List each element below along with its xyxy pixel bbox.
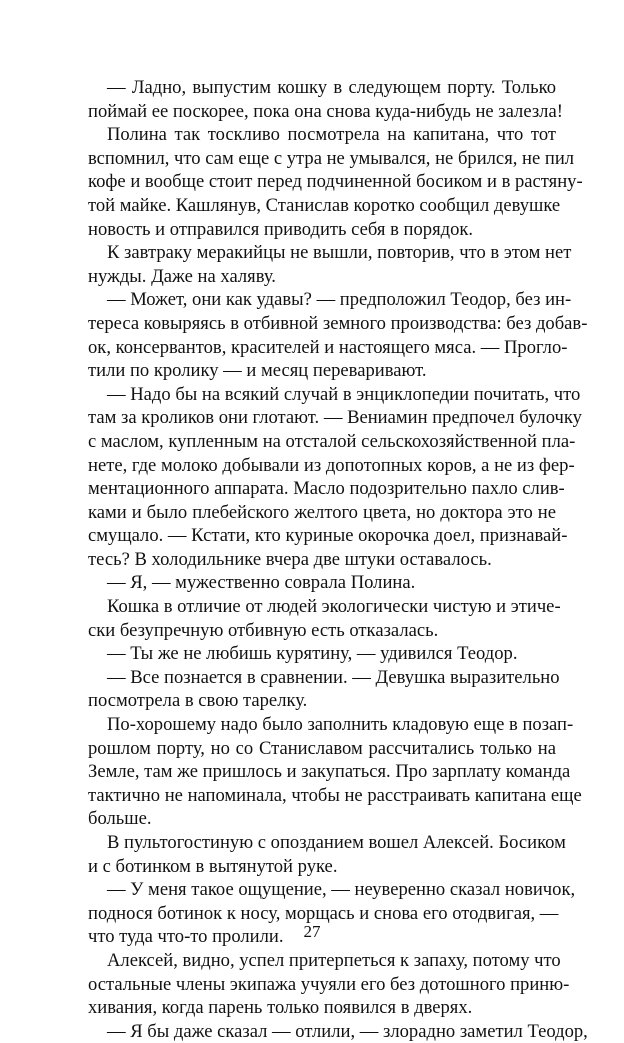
text-line: посмотрела в свою тарелку. xyxy=(88,690,308,712)
text-line: — Все познается в сравнении. — Девушка выразительно xyxy=(107,666,560,688)
text-line: Алексей, видно, успел притерпеться к запаху, потому что xyxy=(107,949,561,971)
text-line: там за кроликов они глотают. — Вениамин предпочел булочку xyxy=(88,407,582,429)
text-line: вспомнил, что сам еще с утра не умывался, не брился, не пил xyxy=(88,147,575,169)
text-line: ски безупречную отбивную есть отказалась. xyxy=(88,619,439,641)
text-line: — Может, они как удавы? — предположил Теодор, без ин- xyxy=(107,289,572,311)
text-line: — У меня такое ощущение, — неуверенно сказал новичок, xyxy=(107,879,576,901)
text-line: что туда что-то пролили. xyxy=(88,926,284,948)
body-text xyxy=(88,76,588,1043)
text-line: хивания, когда парень только появился в дверях. xyxy=(88,997,473,1019)
text-line: — Я бы даже сказал — отлили, — злорадно заметил Теодор, xyxy=(107,1020,588,1042)
text-line: и с ботинком в вытянутой руке. xyxy=(88,855,338,877)
text-line: В пультогостиную с опозданием вошел Алексей. Босиком xyxy=(107,832,566,853)
text-line: смущало. — Кстати, кто куриные окорочка доел, признавай- xyxy=(88,525,568,547)
text-line: — Ладно, выпустим кошку в следующем порту. Только xyxy=(107,77,556,98)
text-line: тили по кролику — и месяц переваривают. xyxy=(88,360,427,382)
text-line: рошлом порту, но со Станиславом рассчитались только на xyxy=(88,737,556,759)
text-line: Земле, там же пришлось и закупаться. Про зарплату команда xyxy=(88,761,571,783)
text-line: кофе и вообще стоит перед подчиненной босиком и в растяну- xyxy=(88,171,583,193)
text-line: нужды. Даже на халяву. xyxy=(88,265,276,287)
text-line: Кошка в отличие от людей экологически чистую и этиче- xyxy=(107,596,561,618)
text-line: тесь? В холодильнике вчера две штуки оставалось. xyxy=(88,548,492,570)
text-line: с маслом, купленным на отсталой сельскохозяйственной пла- xyxy=(88,430,576,452)
text-line: ментационного аппарата. Масло подозрительно пахло слив- xyxy=(88,478,565,500)
text-line: ок, консервантов, красителей и настоящего мяса. — Прогло- xyxy=(88,336,568,358)
text-line: тереса ковыряясь в отбивной земного производства: без добав- xyxy=(88,312,588,334)
text-line: — Надо бы на всякий случай в энциклопедии почитать, что xyxy=(107,383,581,405)
text-line: той майке. Кашлянув, Станислав коротко сообщил девушке xyxy=(88,194,561,216)
text-line: поднося ботинок к носу, морщась и снова его отодвигая, — xyxy=(88,902,559,924)
text-line: остальные члены экипажа учуяли его без дотошного приню- xyxy=(88,973,570,995)
text-line: По-хорошему надо было заполнить кладовую еще в позап- xyxy=(107,714,574,736)
page-number: 27 xyxy=(303,922,321,941)
text-line: Полина так тоскливо посмотрела на капитана, что тот xyxy=(107,124,556,146)
text-line: тактично не напоминала, чтобы не расстраивать капитана еще xyxy=(88,784,582,806)
text-line: К завтраку меракийцы не вышли, повторив, что в этом нет xyxy=(107,242,572,264)
text-line: — Ты же не любишь курятину, — удивился Теодор. xyxy=(107,643,518,665)
text-line: ками и было плебейского желтого цвета, но доктора это не xyxy=(88,501,556,523)
text-line: нете, где молоко добывали из допотопных коров, а не из фер- xyxy=(88,454,575,476)
text-line: новость и отправился приводить себя в порядок. xyxy=(88,218,474,240)
text-line: — Я, — мужественно соврала Полина. xyxy=(107,572,416,594)
text-line: больше. xyxy=(88,808,152,830)
text-line: поймай ее поскорее, пока она снова куда-нибудь не залезла! xyxy=(88,100,563,122)
